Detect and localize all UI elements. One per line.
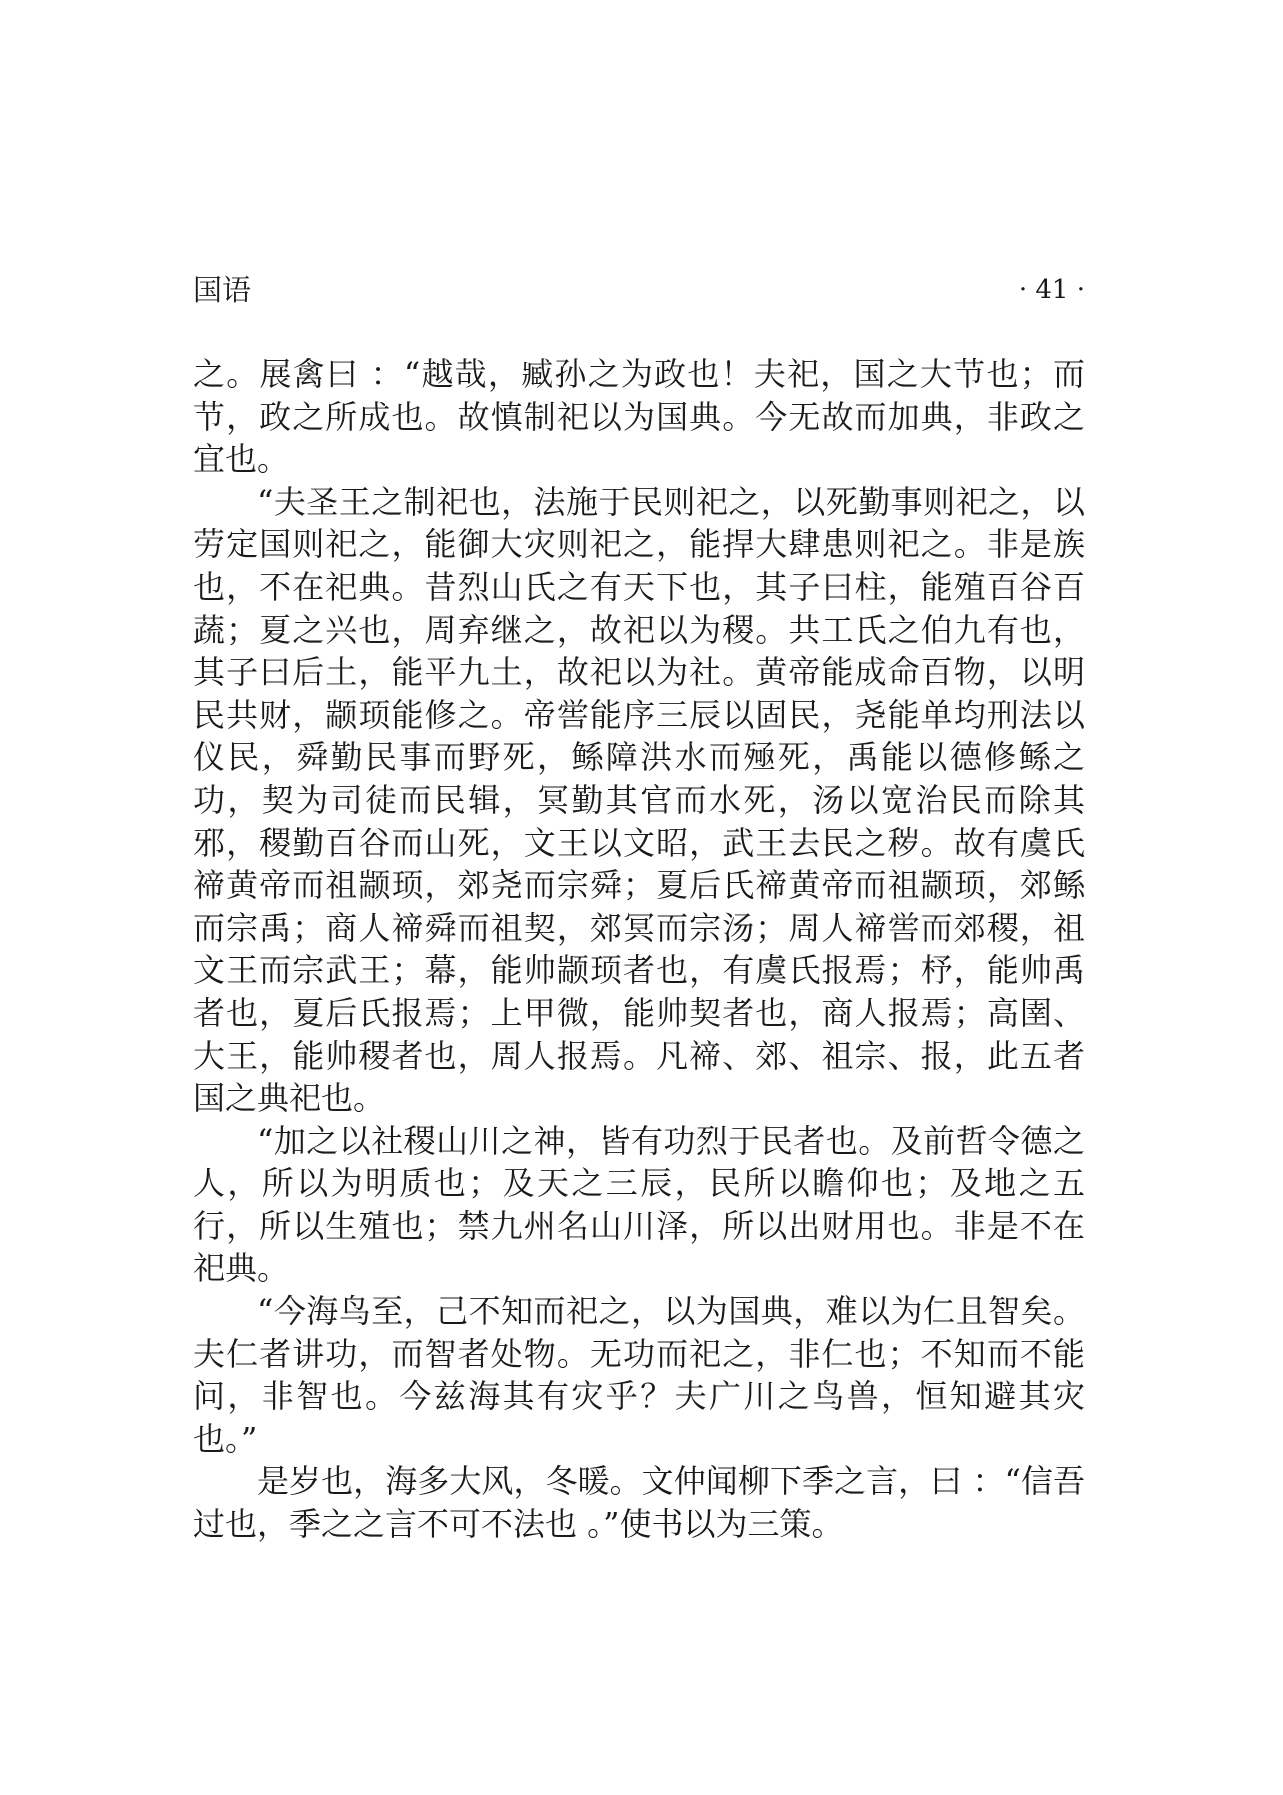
book-title: 国语	[193, 273, 252, 307]
paragraph: “夫圣王之制祀也，法施于民则祀之，以死勤事则祀之，以劳定国则祀之，能御大灾则祀之，能捍大肆患则祀之。非是族也，不在祀典。昔烈山氏之有天下也，其子曰柱，能殖百谷百蔬；夏之兴也，周弃继之，故祀以为稷。共工氏之伯九有也，其子曰后土，能平九土，故祀以为社。黄帝能成命百物，以明民共财，颛顼能修之。帝喾能序三辰以固民，尧能单均刑法以仪民，舜勤民事而野死，鲧障洪水而殛死，禹能以德修鲧之功，契为司徒而民辑，冥勤其官而水死，汤以宽治民而除其邪，稷勤百谷而山死，文王以文昭，武王去民之秽。故有虞氏禘黄帝而祖颛顼，郊尧而宗舜；夏后氏禘黄帝而祖颛顼，郊鲧而宗禹；商人禘舜而祖契，郊冥而宗汤；周人禘喾而郊稷，祖文王而宗武王；幕，能帅颛顼者也，有虞氏报焉；杼，能帅禹者也，夏后氏报焉；上甲微，能帅契者也，商人报焉；高圉、大王，能帅稷者也，周人报焉。凡禘、郊、祖宗、报，此五者国之典祀也。	[193, 482, 1085, 1118]
paragraph: “今海鸟至，己不知而祀之，以为国典，难以为仁且智矣。夫仁者讲功，而智者处物。无功而祀之，非仁也；不知而不能问，非智也。今兹海其有灾乎？夫广川之鸟兽，恒知避其灾也。”	[193, 1292, 1085, 1458]
page-header	[193, 270, 1085, 310]
paragraph: 是岁也，海多大风，冬暖。文仲闻柳下季之言，曰 ：“信吾过也，季之之言不可不法也 。”使书以为三策。	[193, 1462, 1085, 1544]
paragraph: 之。展禽曰 ：“越哉，臧孙之为政也！夫祀，国之大节也；而节，政之所成也。故慎制祀以为国典。今无故而加典，非政之宜也。	[193, 355, 1085, 479]
body-text	[193, 353, 1085, 1546]
page-number: · 41 ·	[1018, 275, 1085, 305]
paragraph: “加之以社稷山川之神，皆有功烈于民者也。及前哲令德之人，所以为明质也；及天之三辰，民所以瞻仰也；及地之五行，所以生殖也；禁九州名山川泽，所以出财用也。非是不在祀典。	[193, 1121, 1085, 1288]
